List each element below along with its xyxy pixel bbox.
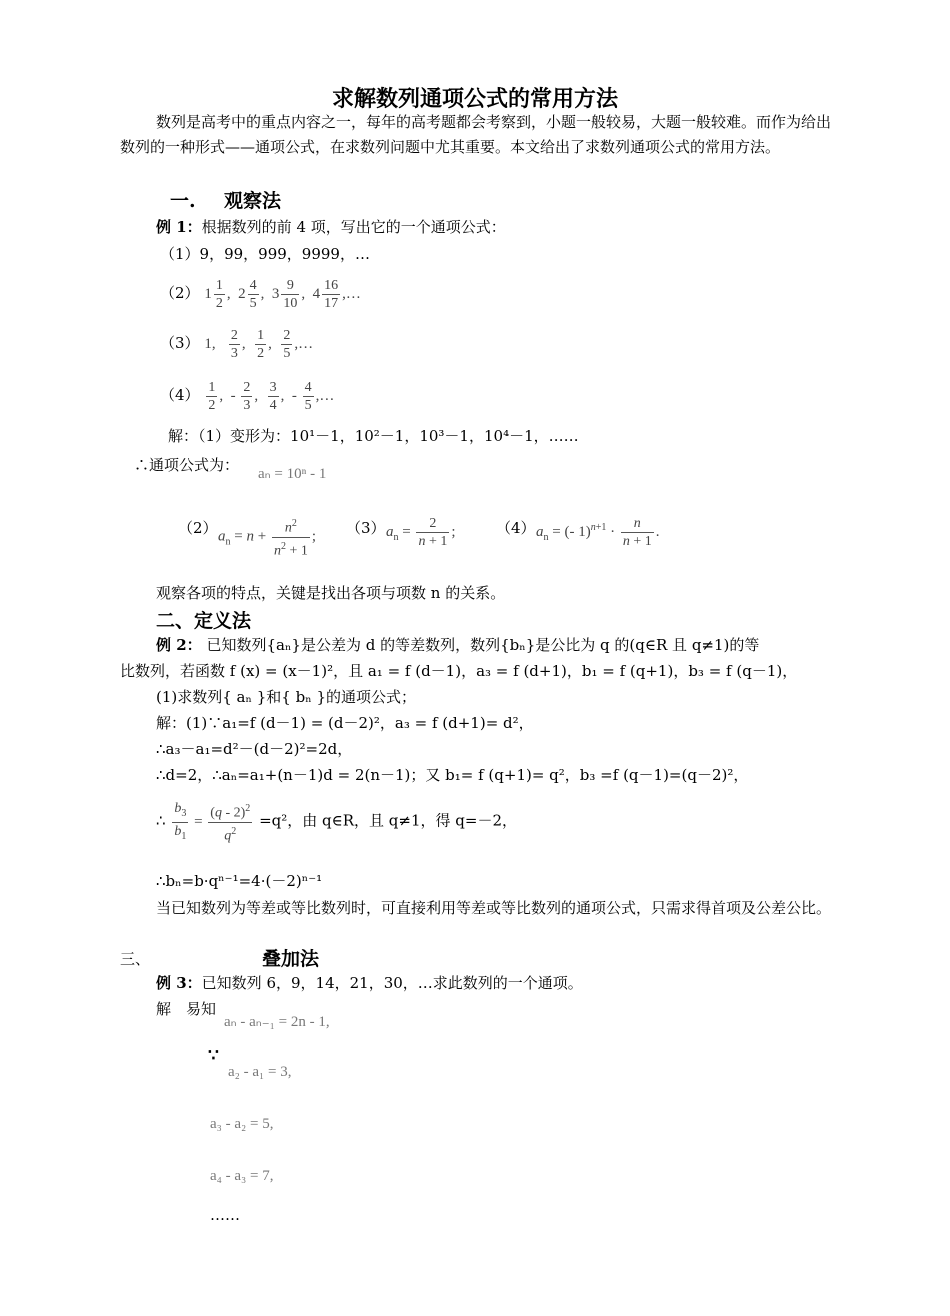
answer-3-label: （3） bbox=[346, 519, 386, 537]
solution-2-line-1: 解：(1)∵a₁=f (d－1) = (d－2)²，a₃ = f (d+1)= d²， bbox=[156, 714, 534, 732]
item-4-formula: $\frac{1}{2}$ , - $\frac{2}{3}$ , $\frac{3}{4}$ , - $\frac{4}{5}$ ,… bbox=[208, 380, 335, 414]
example-3-label: 例 3： bbox=[156, 974, 202, 992]
answer-2-label: （2） bbox=[178, 519, 218, 537]
item-4-label: （4） bbox=[160, 386, 200, 404]
answer-1-formula: aₙ = 10ⁿ - 1 bbox=[258, 466, 327, 482]
example-1-item-2 bbox=[160, 268, 361, 319]
solution-3-equation-2: a₃ - a₂ = 5, bbox=[210, 1116, 274, 1132]
section-3-number: 三、 bbox=[120, 950, 151, 968]
example-1-item-4 bbox=[160, 370, 334, 421]
answer-2-formula: $a_n = n$ + $\frac{n^2}{n^2 + 1}$ ; bbox=[218, 515, 316, 559]
solution-1-therefore: ∴通项公式为： bbox=[134, 456, 240, 474]
example-3 bbox=[156, 972, 583, 993]
b3-over-b1-formula: $\frac{b_3}{b_1}$ = $\frac{(q - 2)^2}{q^2}$ bbox=[174, 801, 251, 844]
solution-3-equation-0: aₙ - aₙ₋₁ = 2n - 1, bbox=[224, 1014, 330, 1030]
example-1-label: 例 1： bbox=[156, 218, 202, 236]
example-1-item-3 bbox=[160, 318, 313, 369]
solution-1-line: 解：（1）变形为：10¹－1，10²－1，10³－1，10⁴－1，…… bbox=[168, 427, 579, 445]
solution-2-line-5: ∴bₙ=b·qⁿ⁻¹=4·(－2)ⁿ⁻¹ bbox=[156, 872, 323, 890]
continuation-dots: …… bbox=[210, 1206, 240, 1224]
section-2-note: 当已知数列为等差或等比数列时，可直接利用等差或等比数列的通项公式，只需求得首项及公差公比。 bbox=[156, 899, 832, 917]
solution-2-line-4 bbox=[156, 800, 517, 845]
section-1-number: 一. bbox=[170, 190, 196, 212]
section-3-title: 叠加法 bbox=[262, 948, 320, 970]
page-title: 求解数列通项公式的常用方法 bbox=[331, 86, 618, 112]
solution-2-conclusion: =q²，由 q∈R，且 q≠1，得 q=－2， bbox=[259, 811, 517, 830]
answer-4-label: （4） bbox=[496, 519, 536, 537]
answer-3-formula: $a_n$ = $\frac{2}{n + 1}$ ; bbox=[386, 516, 456, 549]
solution-3-equation-1: a₂ - a₁ = 3, bbox=[228, 1064, 292, 1080]
solution-2-line-2: ∴a₃－a₁=d²－(d－2)²=2d， bbox=[156, 740, 353, 758]
example-1 bbox=[156, 216, 506, 237]
solution-2-line-3: ∴d=2，∴aₙ=a₁+(n－1)d = 2(n－1)；又 b₁= f (q+1)= q²，b₃ =f (q－1)=(q－2)²， bbox=[156, 766, 749, 784]
example-2-line-2: 比数列，若函数 f (x) = (x－1)²，且 a₁ = f (d－1)，a₃ = f (d+1)，b₁ = f (q+1)，b₃ = f (q－1)， bbox=[120, 662, 798, 680]
solution-3-label: 解 易知 bbox=[156, 1000, 217, 1018]
intro-paragraph: 数列是高考中的重点内容之一，每年的高考题都会考察到，小题一般较易，大题一般较难。而作为给出数列的一种形式——通项公式，在求数列问题中尤其重要。本文给出了求数列通项公式的常用方法。 bbox=[120, 113, 832, 156]
example-2-label: 例 2： bbox=[156, 636, 202, 654]
example-1-text: 根据数列的前 4 项，写出它的一个通项公式： bbox=[201, 218, 506, 236]
item-3-label: （3） bbox=[160, 334, 200, 352]
example-2-text: 已知数列{aₙ}是公差为 d 的等差数列，数列{bₙ}是公比为 q 的(q∈R 且 q≠1)的等 bbox=[206, 636, 760, 654]
item-3-formula: 1, $\frac{2}{3}$ , $\frac{1}{2}$ , $\frac{2}{5}$ ,… bbox=[204, 328, 314, 362]
item-2-formula: 1 $\frac{1}{2}$ , 2 $\frac{4}{5}$ , 3 $\frac{9}{10}$ , 4 $\frac{16}{17}$ ,… bbox=[204, 278, 361, 312]
example-3-text: 已知数列 6，9，14，21，30，…求此数列的一个通项。 bbox=[201, 974, 583, 992]
example-2-line-1 bbox=[156, 634, 759, 655]
solution-2-therefore: ∴ bbox=[156, 811, 166, 830]
section-1-note: 观察各项的特点，关键是找出各项与项数 n 的关系。 bbox=[156, 584, 506, 602]
item-2-label: （2） bbox=[160, 284, 200, 302]
section-1-title: 观察法 bbox=[224, 190, 282, 212]
answer-4-formula: $a_n$ = (- 1)$^{n+1}$ · $\frac{n}{n + 1}$ . bbox=[536, 516, 660, 549]
example-1-item-1: （1）9，99，999，9999，… bbox=[160, 245, 370, 263]
section-2-title: 二、定义法 bbox=[156, 610, 252, 632]
solution-3-equation-3: a₄ - a₃ = 7, bbox=[210, 1168, 274, 1184]
example-2-question: (1)求数列{ aₙ }和{ bₙ }的通项公式； bbox=[156, 688, 417, 706]
because-symbol: ∵ bbox=[208, 1046, 219, 1066]
